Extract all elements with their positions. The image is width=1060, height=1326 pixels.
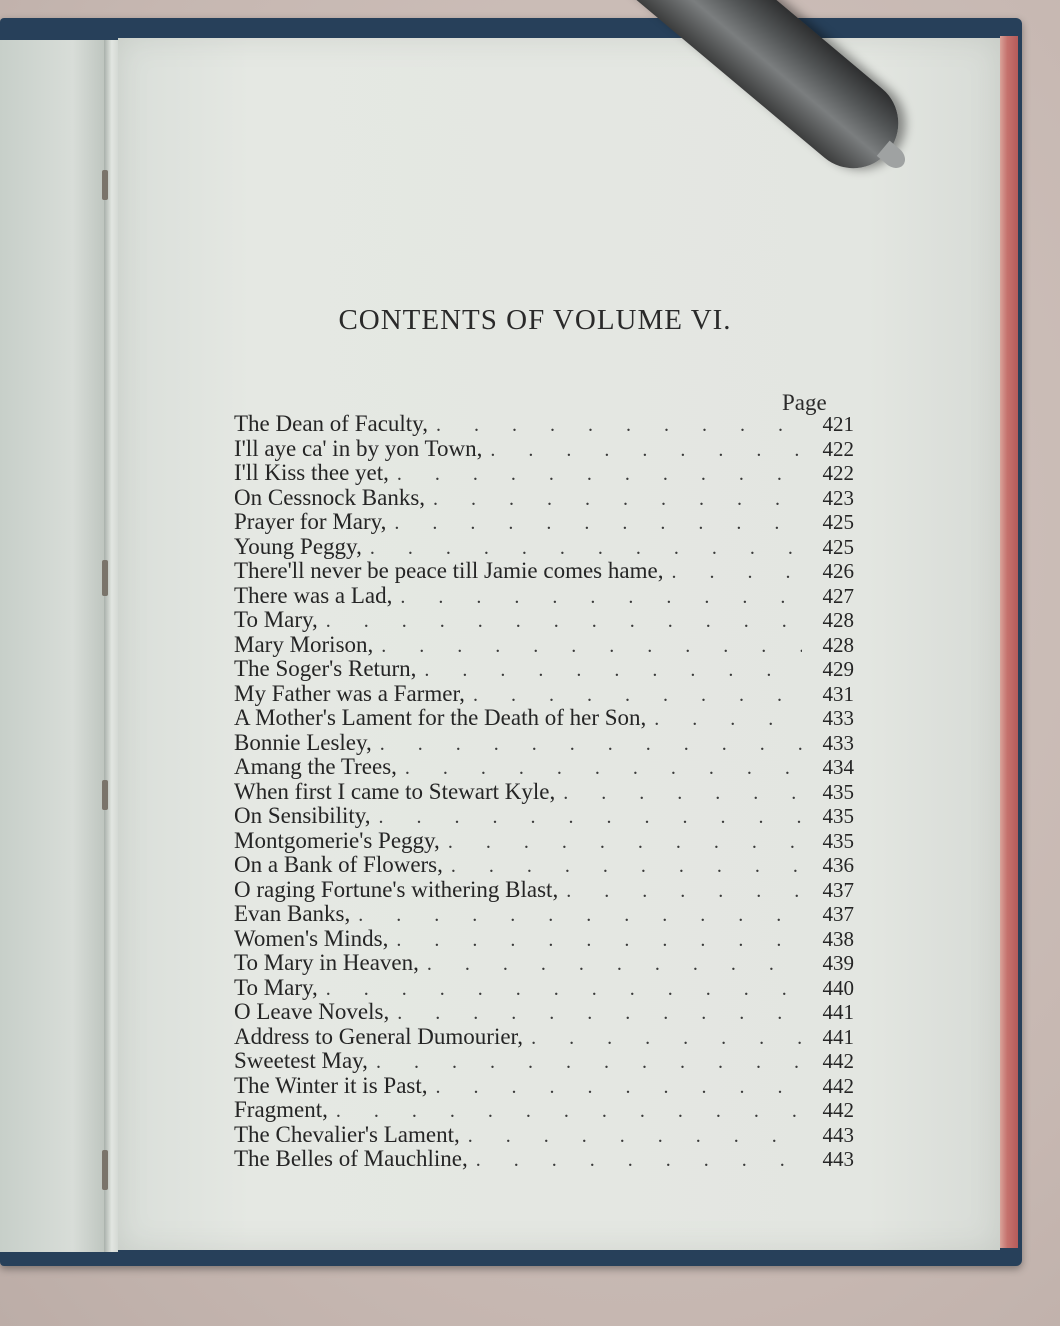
entry-page-number: 431 [822,681,854,706]
dot-leader [381,634,802,659]
contents-entry [234,510,854,535]
entry-page-number: 438 [822,926,854,951]
entry-page-number: 423 [822,485,854,510]
entry-title: Women's Minds, [234,925,389,951]
dot-leader [394,511,802,536]
entry-page-number: 437 [822,902,854,926]
entry-title: The Soger's Return, [234,656,417,681]
contents-entry [234,755,854,780]
contents-entry [234,584,854,609]
contents-entry [234,731,854,756]
entry-title: On a Bank of Flowers, [234,852,443,877]
entry-page-number: 443 [822,1122,854,1147]
dot-leader [476,1148,802,1173]
contents-entry [234,927,854,952]
contents-entry [234,1123,854,1148]
entry-title: Montgomerie's Peggy, [234,827,440,853]
contents-entry [234,535,854,560]
dot-leader [358,903,802,928]
entry-page-number: 427 [822,583,854,608]
entry-page-number: 435 [822,804,854,828]
contents-entry [234,657,854,682]
contents-entry [234,829,854,854]
binding-stitch [102,780,108,810]
binding-stitch [102,1150,108,1190]
entry-title: I'll aye ca' in by yon Town, [234,435,483,461]
entry-title: O Leave Novels, [234,999,390,1024]
dot-leader [396,928,802,953]
contents-entry [234,1025,854,1050]
entry-page-number: 441 [822,1000,854,1024]
contents-entry [234,437,854,462]
entry-page-number: 435 [822,828,854,853]
entry-title: Bonnie Lesley, [234,729,372,755]
entry-title: On Cessnock Banks, [234,484,426,510]
dot-leader [427,952,802,977]
entry-page-number: 421 [822,412,854,436]
contents-entry [234,902,854,927]
entry-page-number: 425 [822,534,854,559]
entry-title: Mary Morison, [234,631,374,657]
left-page [0,40,104,1252]
entry-title: Amang the Trees, [234,754,397,779]
dot-leader [433,487,802,512]
contents-entry [234,976,854,1001]
entry-title: The Winter it is Past, [234,1072,428,1098]
entry-title: To Mary, [234,974,318,1000]
entry-title: My Father was a Farmer, [234,680,465,706]
dot-leader [531,1026,802,1051]
entry-title: Address to General Dumourier, [234,1023,524,1049]
entry-page-number: 435 [822,779,854,804]
dot-leader [671,560,802,585]
entry-page-number: 422 [822,461,854,485]
dot-leader [376,1050,802,1075]
contents-entry [234,1147,854,1172]
dot-leader [405,756,802,781]
contents-entry [234,853,854,878]
entry-page-number: 426 [822,559,854,583]
dot-leader [336,1099,802,1124]
dot-leader [424,658,802,683]
page-column-header: Page [782,390,827,415]
entry-page-number: 437 [822,877,854,902]
entry-title: To Mary, [234,607,318,632]
dot-leader [400,585,802,610]
contents-entry [234,1098,854,1123]
dot-leader [566,879,802,904]
page-title: CONTENTS OF VOLUME VI. [338,304,732,336]
dot-leader [380,732,802,757]
entry-page-number: 442 [822,1073,854,1098]
dot-leader [563,781,802,806]
entry-title: A Mother's Lament for the Death of her Son, [234,705,647,730]
contents-entry [234,412,854,437]
contents-entry [234,780,854,805]
entry-page-number: 442 [822,1049,854,1073]
entry-page-number: 422 [822,436,854,461]
entry-page-number: 433 [822,730,854,755]
dot-leader [451,854,802,879]
contents-entry [234,486,854,511]
entry-title: Sweetest May, [234,1048,368,1073]
dot-leader [448,830,802,855]
contents-entry [234,633,854,658]
dot-leader [379,805,802,830]
entry-title: The Belles of Mauchline, [234,1146,468,1171]
entry-title: To Mary in Heaven, [234,950,419,975]
entry-title: When first I came to Stewart Kyle, [234,778,556,804]
entry-page-number: 429 [822,657,854,681]
dot-leader [326,977,802,1002]
contents-entry [234,461,854,486]
entry-title: Young Peggy, [234,533,362,559]
contents-entry [234,804,854,829]
page-edges [1000,36,1018,1248]
entry-page-number: 442 [822,1098,854,1122]
contents-entry [234,1000,854,1025]
entry-title: I'll Kiss thee yet, [234,460,389,485]
dot-leader [326,609,802,634]
entry-title: The Chevalier's Lament, [234,1121,460,1147]
entry-page-number: 443 [822,1147,854,1171]
binding-stitch [102,560,108,596]
entry-page-number: 433 [822,706,854,730]
entry-title: Prayer for Mary, [234,509,387,534]
entry-page-number: 440 [822,975,854,1000]
entry-title: There'll never be peace till Jamie comes hame, [234,558,664,583]
dot-leader [436,1075,803,1100]
entry-title: Evan Banks, [234,901,351,926]
entry-page-number: 434 [822,755,854,779]
contents-entry [234,682,854,707]
entry-page-number: 439 [822,951,854,975]
contents-entry [234,951,854,976]
binding-stitch [102,170,108,200]
entry-title: There was a Lad, [234,582,393,608]
dot-leader [397,462,802,487]
dot-leader [654,707,802,732]
entry-page-number: 441 [822,1024,854,1049]
dot-leader [436,413,802,438]
contents-list [234,412,854,1172]
entry-title: On Sensibility, [234,803,371,828]
entry-title: O raging Fortune's withering Blast, [234,876,559,902]
contents-entry [234,608,854,633]
contents-entry [234,706,854,731]
dot-leader [468,1124,802,1149]
entry-page-number: 436 [822,853,854,877]
dot-leader [397,1001,802,1026]
dot-leader [490,438,802,463]
entry-page-number: 425 [822,510,854,534]
entry-title: The Dean of Faculty, [234,411,428,436]
contents-entry [234,559,854,584]
contents-entry [234,1049,854,1074]
entry-page-number: 428 [822,632,854,657]
contents-entry [234,878,854,903]
entry-page-number: 428 [822,608,854,632]
contents-entry [234,1074,854,1099]
book-gutter [104,40,118,1252]
entry-title: Fragment, [234,1097,328,1122]
dot-leader [473,683,802,708]
dot-leader [370,536,802,561]
